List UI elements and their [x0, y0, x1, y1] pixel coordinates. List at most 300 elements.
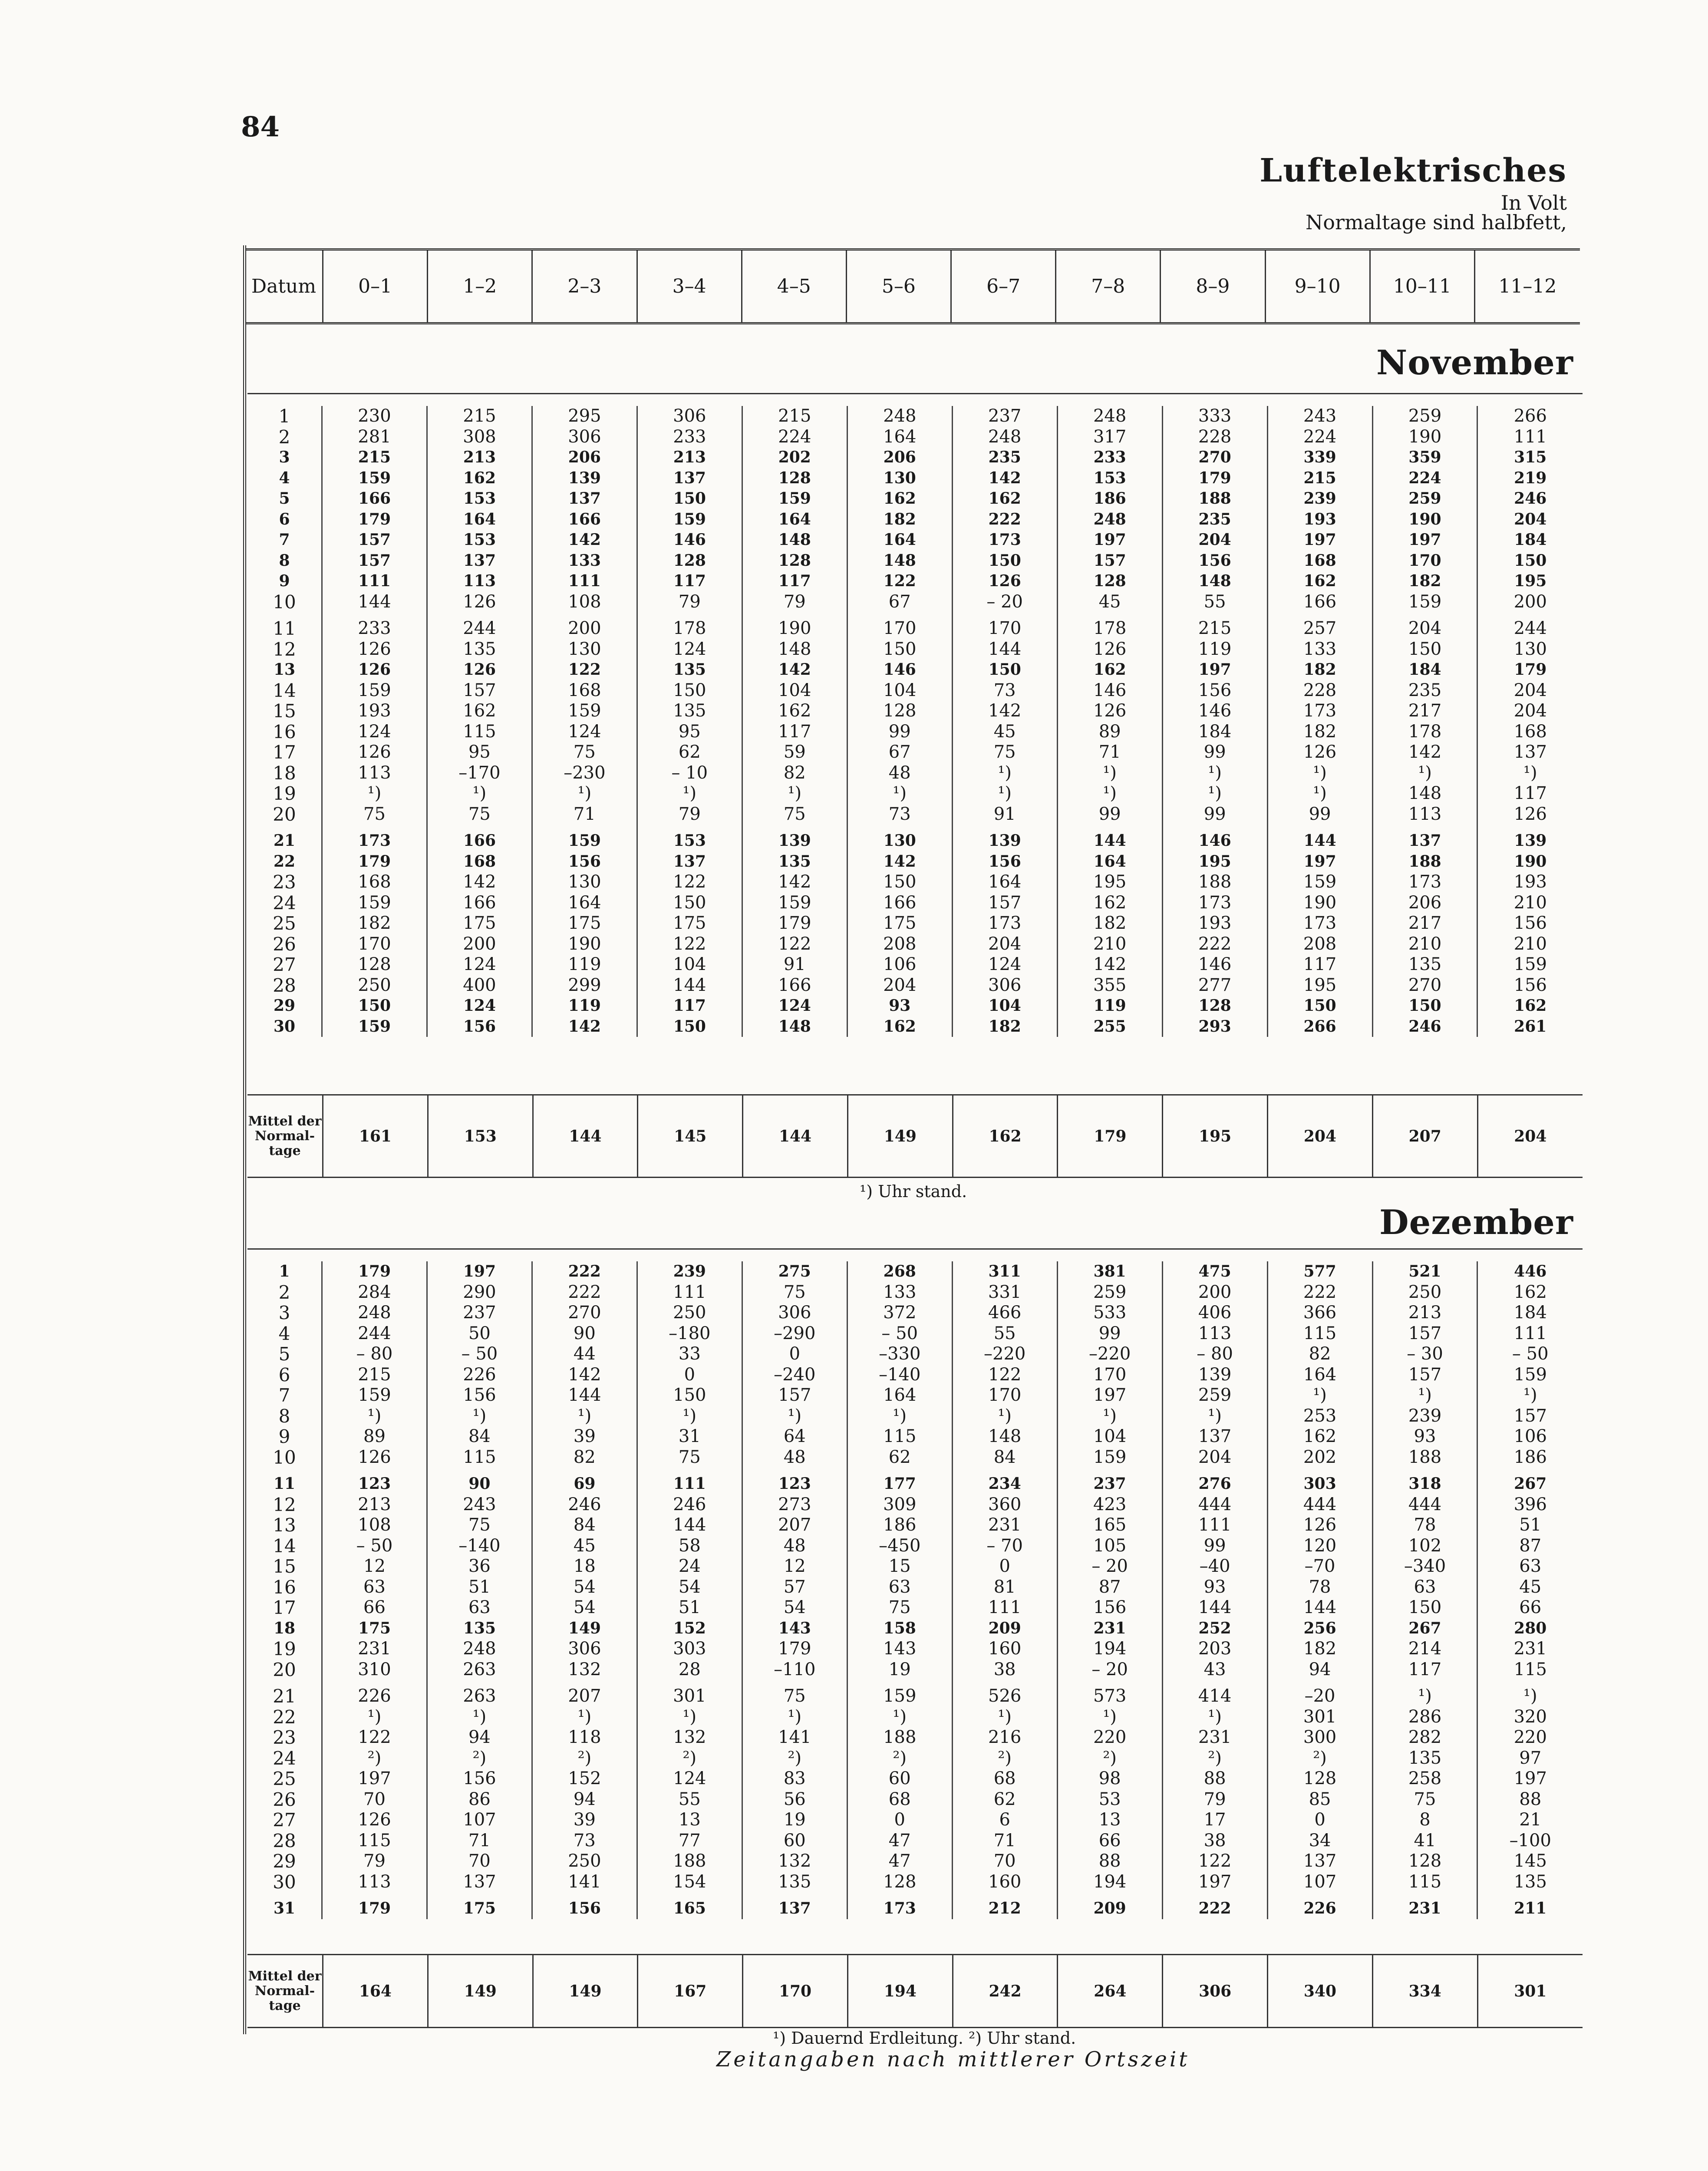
value-cell: 226	[427, 1365, 532, 1386]
value-cell: ¹)	[742, 1406, 847, 1427]
value-cell: 156	[1057, 1597, 1162, 1618]
value-cell: 117	[637, 571, 742, 592]
value-cell: 284	[322, 1282, 427, 1303]
mean-value-cell: 162	[953, 1095, 1058, 1177]
value-cell: 208	[1267, 934, 1372, 955]
value-cell: 175	[847, 913, 952, 934]
value-cell: 126	[1267, 742, 1372, 763]
value-cell: 117	[1372, 1660, 1477, 1680]
value-cell: 210	[1372, 934, 1477, 955]
column-header: 5–6	[847, 251, 952, 322]
value-cell: 128	[637, 551, 742, 571]
value-cell: 122	[532, 660, 637, 680]
value-cell: 81	[952, 1577, 1057, 1598]
value-cell: ¹)	[1477, 763, 1583, 784]
value-cell: 216	[952, 1727, 1057, 1748]
mean-value-cell: 301	[1477, 1955, 1583, 2027]
value-cell: 195	[1162, 851, 1267, 872]
value-cell: 142	[532, 1016, 637, 1037]
value-cell: 179	[1477, 660, 1583, 680]
day-cell: 20	[273, 803, 296, 825]
value-cell: 111	[1162, 1515, 1267, 1536]
value-cell: –330	[847, 1344, 952, 1365]
value-cell: 99	[1162, 804, 1267, 825]
value-cell: 228	[1267, 680, 1372, 701]
value-cell: 123	[742, 1468, 847, 1495]
value-cell: 148	[742, 530, 847, 551]
value-cell: 318	[1372, 1468, 1477, 1495]
value-cell: 124	[637, 1768, 742, 1789]
value-cell: 166	[427, 893, 532, 914]
table-row	[247, 660, 1583, 680]
value-cell: 202	[742, 447, 847, 468]
day-cell: 12	[273, 638, 296, 660]
day-cell: 16	[273, 721, 296, 742]
value-cell: 55	[637, 1789, 742, 1810]
value-cell: –20	[1267, 1680, 1372, 1707]
value-cell: ¹)	[1057, 1406, 1162, 1427]
column-header: 6–7	[952, 251, 1056, 322]
value-cell: 50	[427, 1323, 532, 1344]
value-cell: 150	[637, 1016, 742, 1037]
value-cell: 159	[637, 509, 742, 530]
value-cell: ¹)	[1372, 1385, 1477, 1406]
value-cell: 19	[742, 1810, 847, 1831]
table-row	[247, 530, 1583, 551]
unit-label: In Volt	[1500, 191, 1567, 214]
section-rule	[247, 2027, 1583, 2028]
value-cell: 235	[1162, 509, 1267, 530]
value-cell: 87	[1477, 1536, 1583, 1557]
value-cell: –140	[847, 1365, 952, 1386]
day-cell: 23	[273, 871, 296, 893]
value-cell: 54	[742, 1597, 847, 1618]
value-cell: 222	[1267, 1282, 1372, 1303]
value-cell: 162	[742, 701, 847, 722]
value-cell: 213	[322, 1495, 427, 1515]
value-cell: 164	[742, 509, 847, 530]
day-cell: 9	[278, 1426, 290, 1447]
column-header: 1–2	[428, 251, 533, 322]
value-cell: 178	[637, 612, 742, 639]
value-cell: ¹)	[1057, 783, 1162, 804]
value-cell: 63	[1372, 1577, 1477, 1598]
value-cell: 230	[322, 406, 427, 427]
value-cell: 188	[637, 1851, 742, 1872]
value-cell: ¹)	[847, 1707, 952, 1728]
value-cell: 164	[427, 509, 532, 530]
value-cell: 150	[637, 680, 742, 701]
value-cell: 106	[1477, 1426, 1583, 1447]
value-cell: 107	[1267, 1872, 1372, 1893]
value-cell: 168	[532, 680, 637, 701]
value-cell: – 20	[1057, 1660, 1162, 1680]
value-cell: 156	[1162, 680, 1267, 701]
value-cell: ¹)	[1267, 763, 1372, 784]
value-cell: 159	[1477, 1365, 1583, 1386]
value-cell: 60	[847, 1768, 952, 1789]
value-cell: 204	[952, 934, 1057, 955]
november-footnote: ¹) Uhr stand.	[860, 1182, 967, 1201]
value-cell: 248	[322, 1303, 427, 1323]
value-cell: 175	[637, 913, 742, 934]
value-cell: 115	[847, 1426, 952, 1447]
value-cell: 170	[847, 612, 952, 639]
section-rule	[247, 1248, 1583, 1250]
value-cell: 157	[952, 893, 1057, 914]
value-cell: 162	[847, 488, 952, 509]
table-row	[247, 488, 1583, 509]
value-cell: 124	[742, 996, 847, 1016]
table-row	[247, 722, 1583, 742]
table-row	[247, 783, 1583, 804]
value-cell: 162	[427, 468, 532, 489]
day-cell: 16	[273, 1576, 296, 1598]
value-cell: 150	[847, 639, 952, 660]
value-cell: 303	[1267, 1468, 1372, 1495]
table-row	[247, 763, 1583, 784]
value-cell: 270	[1372, 975, 1477, 996]
value-cell: 153	[427, 530, 532, 551]
value-cell: 79	[322, 1851, 427, 1872]
value-cell: 360	[952, 1495, 1057, 1515]
value-cell: 142	[952, 468, 1057, 489]
value-cell: 75	[427, 1515, 532, 1536]
day-cell: 17	[273, 742, 296, 763]
value-cell: 54	[532, 1577, 637, 1598]
value-cell: 159	[847, 1680, 952, 1707]
value-cell: ²)	[742, 1748, 847, 1769]
value-cell: 381	[1057, 1261, 1162, 1282]
column-header: 2–3	[533, 251, 637, 322]
table-row	[247, 1748, 1583, 1769]
value-cell: 224	[1267, 427, 1372, 448]
value-cell: 144	[952, 639, 1057, 660]
value-cell: –70	[1267, 1556, 1372, 1577]
value-cell: 521	[1372, 1261, 1477, 1282]
value-cell: 137	[532, 488, 637, 509]
value-cell: 130	[532, 639, 637, 660]
table-row	[247, 1727, 1583, 1748]
value-cell: 173	[847, 1892, 952, 1919]
value-cell: 156	[1477, 975, 1583, 996]
value-cell: 286	[1372, 1707, 1477, 1728]
value-cell: 144	[1162, 1597, 1267, 1618]
value-cell: 152	[637, 1618, 742, 1639]
value-cell: 193	[1162, 913, 1267, 934]
table-row	[247, 1261, 1583, 1282]
value-cell: 75	[847, 1597, 952, 1618]
value-cell: 135	[1372, 1748, 1477, 1769]
value-cell: 177	[847, 1468, 952, 1495]
value-cell: 57	[742, 1577, 847, 1598]
value-cell: 159	[322, 1016, 427, 1037]
value-cell: –220	[1057, 1344, 1162, 1365]
value-cell: 215	[322, 1365, 427, 1386]
value-cell: 204	[847, 975, 952, 996]
value-cell: 246	[637, 1495, 742, 1515]
value-cell: 135	[1372, 954, 1477, 975]
day-cell: 24	[273, 892, 296, 914]
value-cell: 142	[847, 851, 952, 872]
value-cell: 62	[847, 1447, 952, 1468]
value-cell: 117	[742, 571, 847, 592]
value-cell: 70	[322, 1789, 427, 1810]
value-cell: 166	[427, 825, 532, 851]
value-cell: 193	[1477, 872, 1583, 893]
day-cell: 17	[273, 1597, 296, 1618]
value-cell: 200	[1162, 1282, 1267, 1303]
mean-value-cell: 340	[1268, 1955, 1373, 2027]
value-cell: 293	[1162, 1016, 1267, 1037]
value-cell: 206	[847, 447, 952, 468]
value-cell: 150	[322, 996, 427, 1016]
value-cell: 207	[532, 1680, 637, 1707]
value-cell: 122	[637, 934, 742, 955]
value-cell: 19	[847, 1660, 952, 1680]
value-cell: 130	[847, 468, 952, 489]
value-cell: 150	[952, 660, 1057, 680]
value-cell: 282	[1372, 1727, 1477, 1748]
value-cell: 215	[427, 406, 532, 427]
column-header: 0–1	[323, 251, 428, 322]
value-cell: 209	[1057, 1892, 1162, 1919]
value-cell: ²)	[1057, 1748, 1162, 1769]
value-cell: 164	[1057, 851, 1162, 872]
value-cell: 82	[742, 763, 847, 784]
day-cell: 8	[278, 1405, 290, 1427]
value-cell: 257	[1267, 612, 1372, 639]
value-cell: 142	[952, 701, 1057, 722]
value-cell: 117	[637, 996, 742, 1016]
value-cell: 79	[1162, 1789, 1267, 1810]
value-cell: 99	[1267, 804, 1372, 825]
value-cell: 63	[427, 1597, 532, 1618]
value-cell: 204	[1162, 1447, 1267, 1468]
value-cell: 168	[1477, 722, 1583, 742]
value-cell: 182	[322, 913, 427, 934]
value-cell: 222	[952, 509, 1057, 530]
value-cell: 139	[742, 825, 847, 851]
day-cell: 27	[273, 1809, 296, 1831]
value-cell: 339	[1267, 447, 1372, 468]
value-cell: 179	[322, 851, 427, 872]
value-cell: 157	[322, 530, 427, 551]
value-cell: 48	[742, 1536, 847, 1557]
value-cell: ¹)	[1162, 1707, 1267, 1728]
mean-value-cell: 204	[1268, 1095, 1373, 1177]
value-cell: 135	[637, 701, 742, 722]
value-cell: 215	[1267, 468, 1372, 489]
value-cell: 162	[427, 701, 532, 722]
value-cell: 165	[1057, 1515, 1162, 1536]
value-cell: 41	[1372, 1831, 1477, 1851]
mean-label: Mittel der Normal-tage	[248, 1113, 322, 1158]
day-cell: 7	[278, 1385, 290, 1406]
value-cell: –170	[427, 763, 532, 784]
value-cell: 105	[1057, 1536, 1162, 1557]
value-cell: 248	[1057, 406, 1162, 427]
value-cell: 111	[1477, 427, 1583, 448]
value-cell: 213	[427, 447, 532, 468]
value-cell: 79	[637, 804, 742, 825]
value-cell: 137	[427, 1872, 532, 1893]
value-cell: 141	[742, 1727, 847, 1748]
value-cell: 124	[322, 722, 427, 742]
value-cell: ¹)	[637, 1707, 742, 1728]
value-cell: 156	[532, 851, 637, 872]
value-cell: 256	[1267, 1618, 1372, 1639]
dezember-table	[247, 1261, 1583, 1919]
table-row	[247, 1447, 1583, 1468]
mean-value-cell: 179	[1058, 1095, 1163, 1177]
value-cell: 68	[847, 1789, 952, 1810]
value-cell: 182	[847, 509, 952, 530]
value-cell: 184	[1372, 660, 1477, 680]
value-cell: 259	[1372, 488, 1477, 509]
day-cell: 15	[273, 700, 296, 722]
table-row	[247, 1495, 1583, 1515]
value-cell: 148	[1162, 571, 1267, 592]
day-cell: 22	[273, 1706, 296, 1728]
value-cell: 84	[532, 1515, 637, 1536]
value-cell: 157	[1057, 551, 1162, 571]
value-cell: 122	[1162, 1851, 1267, 1872]
table-row	[247, 996, 1583, 1016]
value-cell: 306	[952, 975, 1057, 996]
value-cell: 164	[847, 530, 952, 551]
value-cell: 175	[427, 913, 532, 934]
value-cell: 244	[1477, 612, 1583, 639]
value-cell: 107	[427, 1810, 532, 1831]
value-cell: 179	[742, 913, 847, 934]
value-cell: 400	[427, 975, 532, 996]
value-cell: 36	[427, 1556, 532, 1577]
table-row	[247, 1468, 1583, 1495]
value-cell: – 50	[1477, 1344, 1583, 1365]
value-cell: 164	[847, 1385, 952, 1406]
value-cell: 113	[1162, 1323, 1267, 1344]
value-cell: 281	[322, 427, 427, 448]
month-title-dezember: Dezember	[1379, 1203, 1573, 1242]
month-title-november: November	[1376, 343, 1573, 383]
day-cell: 13	[273, 1514, 296, 1536]
section-rule	[247, 393, 1583, 394]
table-row	[247, 592, 1583, 613]
value-cell: 142	[532, 530, 637, 551]
value-cell: –180	[637, 1323, 742, 1344]
value-cell: 142	[742, 660, 847, 680]
table-row	[247, 934, 1583, 955]
value-cell: 200	[427, 934, 532, 955]
value-cell: 231	[1477, 1639, 1583, 1660]
value-cell: 217	[1372, 701, 1477, 722]
table-row	[247, 851, 1583, 872]
value-cell: 173	[952, 530, 1057, 551]
value-cell: 244	[427, 612, 532, 639]
value-cell: 73	[952, 680, 1057, 701]
value-cell: 133	[532, 551, 637, 571]
day-cell: 2	[278, 426, 290, 448]
value-cell: 157	[1372, 1365, 1477, 1386]
value-cell: 75	[742, 804, 847, 825]
value-cell: 113	[322, 763, 427, 784]
value-cell: 0	[637, 1365, 742, 1386]
value-cell: –240	[742, 1365, 847, 1386]
value-cell: 91	[952, 804, 1057, 825]
value-cell: 71	[427, 1831, 532, 1851]
value-cell: 235	[952, 447, 1057, 468]
value-cell: 250	[322, 975, 427, 996]
value-cell: 128	[1162, 996, 1267, 1016]
value-cell: 83	[742, 1768, 847, 1789]
value-cell: 444	[1267, 1495, 1372, 1515]
table-row	[247, 1872, 1583, 1893]
value-cell: 173	[1372, 872, 1477, 893]
value-cell: 193	[322, 701, 427, 722]
value-cell: 156	[532, 1892, 637, 1919]
day-cell: 27	[273, 954, 296, 975]
value-cell: ²)	[322, 1748, 427, 1769]
value-cell: 124	[532, 722, 637, 742]
value-cell: 258	[1372, 1768, 1477, 1789]
value-cell: 130	[532, 872, 637, 893]
column-header: Datum	[245, 251, 323, 322]
value-cell: 219	[1477, 468, 1583, 489]
value-cell: 126	[322, 660, 427, 680]
value-cell: 88	[1477, 1789, 1583, 1810]
value-cell: –230	[532, 763, 637, 784]
table-row	[247, 612, 1583, 639]
day-cell: 15	[273, 1556, 296, 1577]
value-cell: 53	[1057, 1789, 1162, 1810]
table-row	[247, 701, 1583, 722]
value-cell: ¹)	[637, 1406, 742, 1427]
value-cell: 444	[1162, 1495, 1267, 1515]
mean-value-cell: 264	[1058, 1955, 1163, 2027]
value-cell: 200	[1477, 592, 1583, 613]
value-cell: 98	[1057, 1768, 1162, 1789]
value-cell: 159	[742, 488, 847, 509]
value-cell: 259	[1162, 1385, 1267, 1406]
value-cell: 115	[322, 1831, 427, 1851]
value-cell: 306	[532, 1639, 637, 1660]
value-cell: 111	[952, 1597, 1057, 1618]
value-cell: 119	[1162, 639, 1267, 660]
value-cell: –140	[427, 1536, 532, 1557]
mean-label: Mittel der Normal-tage	[248, 1968, 322, 2013]
mean-value-cell: 207	[1372, 1095, 1477, 1177]
value-cell: ¹)	[847, 783, 952, 804]
value-cell: 55	[1162, 592, 1267, 613]
value-cell: 237	[427, 1303, 532, 1323]
value-cell: 78	[1267, 1577, 1372, 1598]
value-cell: –450	[847, 1536, 952, 1557]
value-cell: 202	[1267, 1447, 1372, 1468]
value-cell: 197	[427, 1261, 532, 1282]
value-cell: 210	[1477, 934, 1583, 955]
value-cell: 75	[427, 804, 532, 825]
value-cell: 75	[1372, 1789, 1477, 1810]
value-cell: 144	[532, 1385, 637, 1406]
value-cell: 175	[322, 1618, 427, 1639]
value-cell: 160	[952, 1639, 1057, 1660]
table-row	[247, 1515, 1583, 1536]
value-cell: 12	[322, 1556, 427, 1577]
value-cell: 55	[952, 1323, 1057, 1344]
value-cell: 220	[1477, 1727, 1583, 1748]
value-cell: 263	[427, 1680, 532, 1707]
